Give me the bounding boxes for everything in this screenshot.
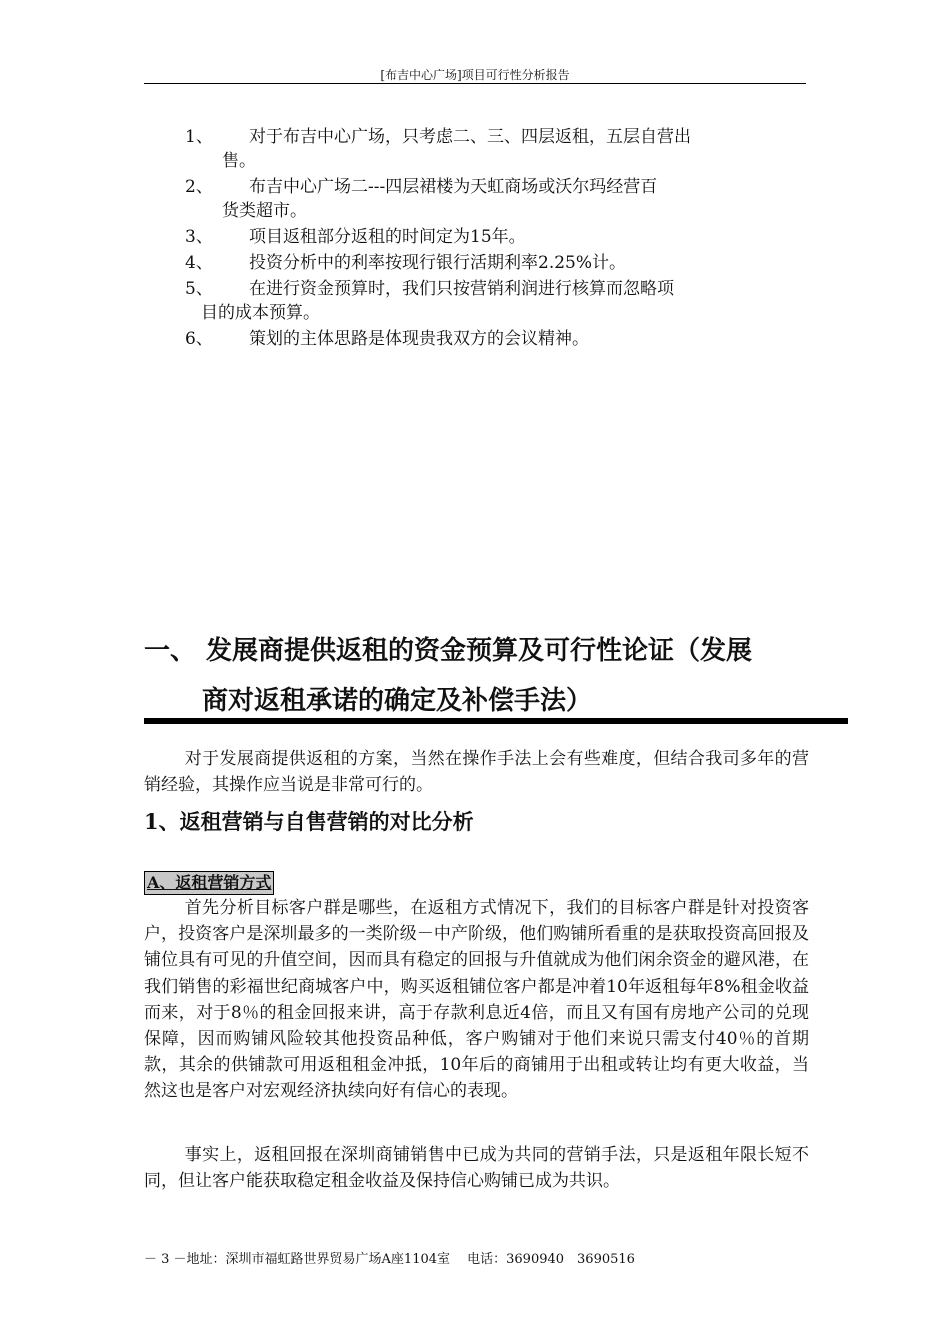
list-item [185,175,810,223]
list-text: 布吉中心广场二---四层裙楼为天虹商场或沃尔玛经营百 [249,177,658,197]
list-number: 2、 [185,177,213,197]
sub-subsection-title: A、返租营销方式 [144,871,274,895]
assumption-list [185,125,810,353]
list-item [185,277,810,325]
header-divider [144,83,806,84]
page-footer: － 3 －地址：深圳市福虹路世界贸易广场A座1104室 电话：3690940 3690516 [144,1252,635,1267]
list-text: 策划的主体思路是体现贵我双方的会议精神。 [249,329,589,349]
list-item [185,251,810,275]
list-text: 在进行资金预算时，我们只按营销利润进行核算而忽略项 [249,279,674,299]
list-text-cont: 售。 [222,151,256,171]
list-number: 4、 [185,253,213,273]
subsection-title: 1、返租营销与自售营销的对比分析 [144,809,474,834]
list-number: 6、 [185,329,213,349]
section-rule [144,718,848,724]
section-number: 一、 [144,636,197,666]
section-title-line1: 发展商提供返租的资金预算及可行性论证（发展 [206,636,753,666]
list-number: 5、 [185,279,213,299]
body-paragraph: 事实上，返租回报在深圳商铺销售中已成为共同的营销手法，只是返租年限长短不同，但让客户能获取稳定租金收益及保持信心购铺已成为共识。 [144,1145,809,1192]
section-intro: 对于发展商提供返租的方案，当然在操作手法上会有些难度，但结合我司多年的营销经验，其操作应当说是非常可行的。 [144,749,809,795]
list-text: 项目返租部分返租的时间定为15年。 [249,227,526,247]
list-text-cont: 目的成本预算。 [201,303,320,323]
body-paragraph: 首先分析目标客户群是哪些，在返租方式情况下，我们的目标客户群是针对投资客户，投资客户是深圳最多的一类阶级－中产阶级，他们购铺所看重的是获取投资高回报及铺位具有可见的升值空间，因而具有稳定的回报与升值就成为他们闲余资金的避风港，在我们销售的彩福世纪商城客户中，购买返租铺位客户都是冲着10年返租每年8%租金收益而来，对于8％的租金回报来讲，高于存款利息近4倍，而且又有国有房地产公司的兑现保障，因而购铺风险较其他投资品种低，客户购铺对于他们来说只需支付40％的首期款，其余的供铺款可用返租租金冲抵，10年后的商铺用于出租或转让均有更大收益，当然这也是客户对宏观经济执续向好有信心的表现。 [144,898,809,1102]
page-header: [布吉中心广场]项目可行性分析报告 [380,68,570,82]
list-number: 3、 [185,227,213,247]
list-text: 对于布吉中心广场，只考虑二、三、四层返租，五层自营出 [249,127,691,147]
list-text-cont: 货类超市。 [222,201,307,221]
section-title-line2: 商对返租承诺的确定及补偿手法） [202,686,593,716]
section-heading [144,626,824,726]
list-item [185,327,810,351]
list-item [185,225,810,249]
list-item [185,125,810,173]
list-number: 1、 [185,127,213,147]
list-text: 投资分析中的利率按现行银行活期利率2.25%计。 [249,253,627,273]
